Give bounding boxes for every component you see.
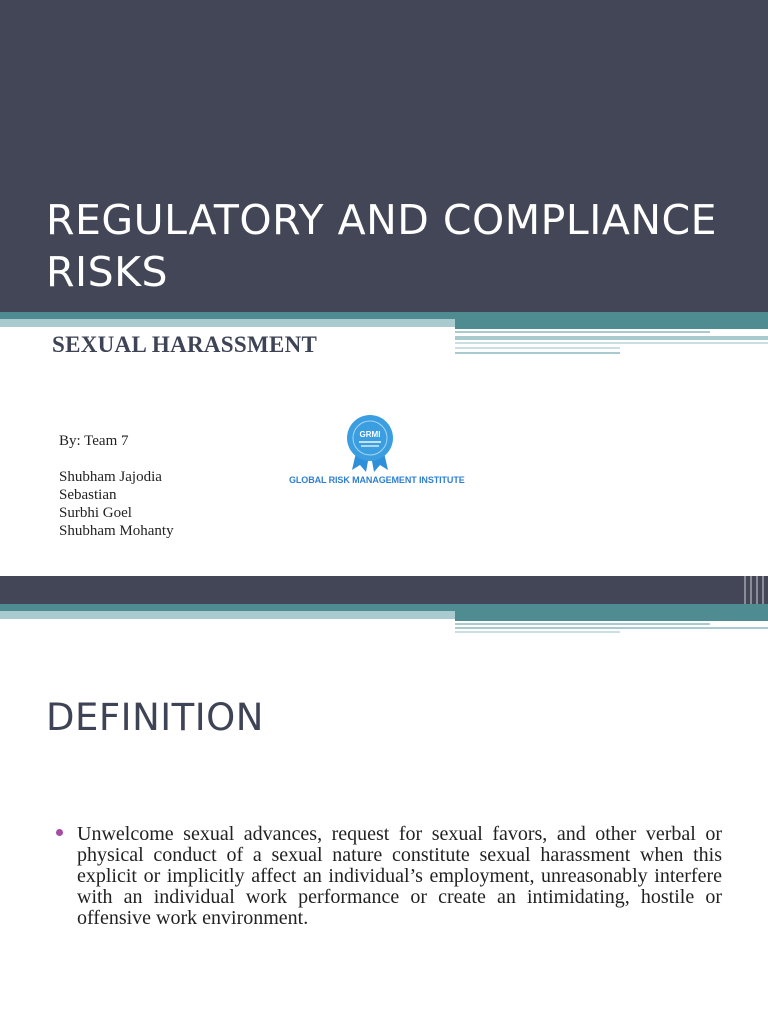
team-member: Surbhi Goel (59, 505, 132, 521)
bullet-list (56, 824, 722, 929)
accent-line (455, 331, 710, 333)
accent-line (750, 576, 752, 604)
slide-title: REGULATORY AND COMPLIANCE RISKS (46, 196, 718, 296)
slide-subtitle: SEXUAL HARASSMENT (52, 332, 318, 357)
accent-line (455, 347, 620, 349)
accent-line (744, 576, 746, 604)
author-block (59, 432, 174, 540)
bullet-icon (56, 829, 63, 836)
team-line: By: Team 7 (59, 433, 129, 449)
accent-line (455, 631, 620, 633)
accent-line (762, 576, 764, 604)
team-member: Shubham Jajodia (59, 469, 162, 485)
accent-line (455, 627, 768, 629)
accent-line (455, 342, 768, 344)
logo-badge-text: GRMI (359, 430, 381, 439)
accent-line (455, 352, 620, 354)
accent-stripe (455, 611, 768, 621)
accent-stripe (0, 319, 455, 327)
slide-title: DEFINITION (46, 696, 264, 739)
accent-line (756, 576, 758, 604)
team-member: Shubham Mohanty (59, 523, 174, 539)
logo-caption: GLOBAL RISK MANAGEMENT INSTITUTE (289, 475, 465, 485)
definition-slide (0, 576, 768, 1024)
accent-stripe (0, 312, 768, 319)
accent-stripe (0, 611, 455, 619)
accent-line (455, 336, 768, 340)
accent-stripe (455, 319, 768, 329)
accent-stripe (0, 604, 768, 611)
team-member: Sebastian (59, 487, 117, 503)
title-band (0, 576, 768, 604)
accent-line (455, 623, 710, 625)
bullet-item: Unwelcome sexual advances, request for sexual favors, and other verbal or physical conduct of a sexual nature constitute sexual harassment when this explicit or implicitly affect an individual’s employment, unreasonably interfere with an individual work performance or create an intimidating, hostile or offensive work environment. (77, 823, 722, 929)
